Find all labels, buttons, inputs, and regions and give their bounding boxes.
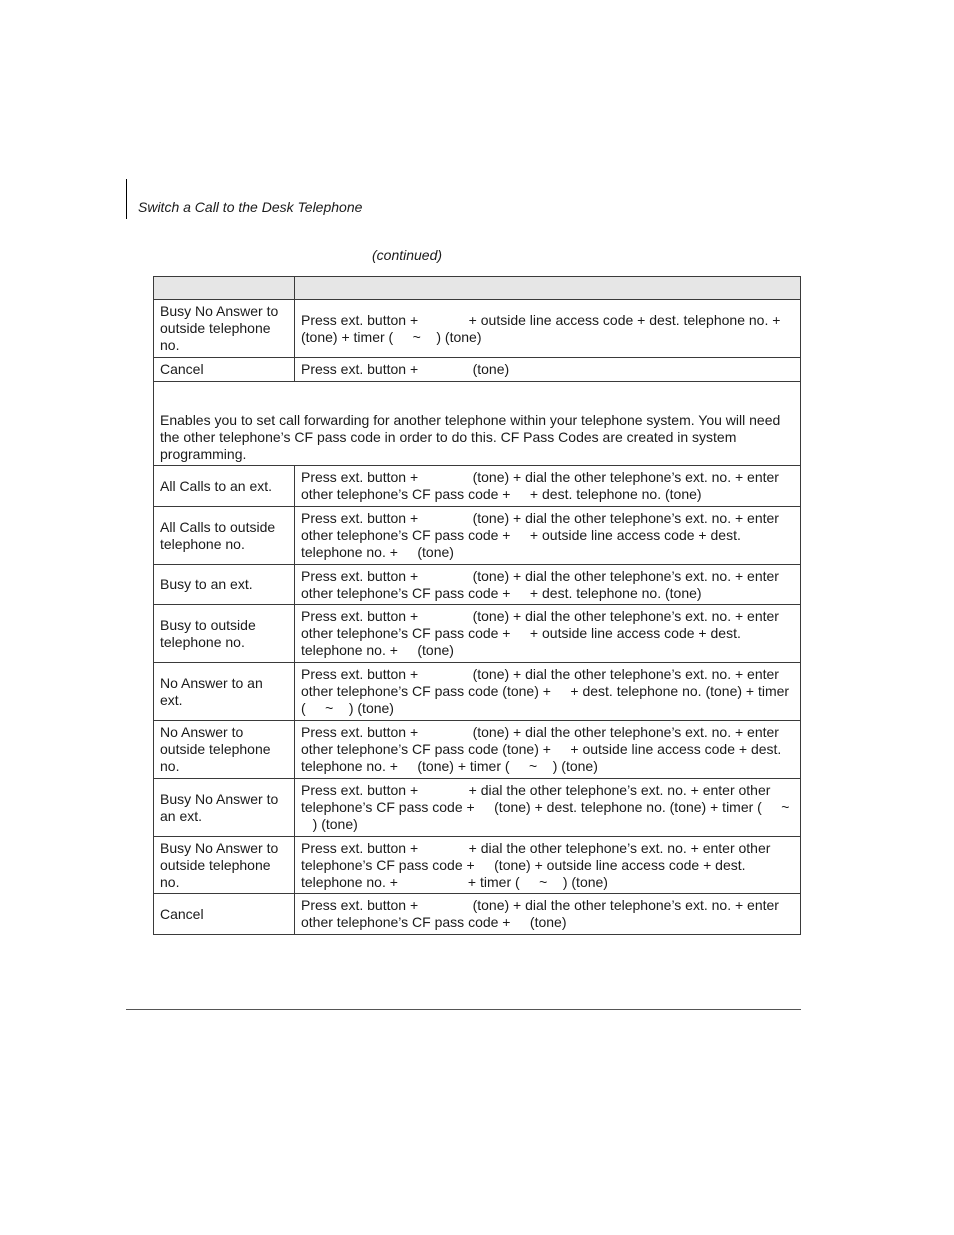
feature-cell: Busy No Answer to outside telephone no.	[154, 837, 295, 894]
operation-cell: Press ext. button + (tone)	[295, 358, 801, 382]
footer-rule	[126, 1009, 801, 1010]
operation-cell: Press ext. button + (tone) + dial the other telephone’s ext. no. + enter other telephone’s CF pass code + (tone)	[295, 894, 801, 935]
operation-cell: Press ext. button + (tone) + dial the other telephone’s ext. no. + enter other telephone’s CF pass code + + dest. telephone no. (tone)	[295, 565, 801, 605]
feature-cell: All Calls to outside telephone no.	[154, 507, 295, 565]
table-row	[154, 837, 801, 894]
page-header-title: Switch a Call to the Desk Telephone	[138, 199, 363, 215]
section-description: Enables you to set call forwarding for another telephone within your telephone system. You will need the other telephone’s CF pass code in order to do this. CF Pass Codes are created in system programming.	[154, 382, 801, 466]
feature-cell: Cancel	[154, 894, 295, 935]
operation-cell: Press ext. button + + outside line access code + dest. telephone no. + (tone) + timer ( ~ ) (tone)	[295, 300, 801, 358]
table-row	[154, 300, 801, 358]
table-row	[154, 894, 801, 935]
table-row	[154, 779, 801, 837]
feature-cell: Busy No Answer to an ext.	[154, 779, 295, 837]
margin-rule	[126, 179, 127, 219]
operation-cell: Press ext. button + (tone) + dial the other telephone’s ext. no. + enter other telephone’s CF pass code + + outside line access code + dest. telephone no. + (tone)	[295, 605, 801, 663]
table-row	[154, 565, 801, 605]
table-row	[154, 605, 801, 663]
operation-cell: Press ext. button + (tone) + dial the other telephone’s ext. no. + enter other telephone’s CF pass code (tone) + + outside line access code + dest. telephone no. + (tone) + timer ( ~ ) (tone)	[295, 721, 801, 779]
operation-cell: Press ext. button + (tone) + dial the other telephone’s ext. no. + enter other telephone’s CF pass code + + dest. telephone no. (tone)	[295, 466, 801, 507]
table-row	[154, 507, 801, 565]
header-cell-feature	[154, 277, 295, 300]
operation-cell: Press ext. button + (tone) + dial the other telephone’s ext. no. + enter other telephone’s CF pass code + + outside line access code + dest. telephone no. + (tone)	[295, 507, 801, 565]
table-row	[154, 466, 801, 507]
operation-cell: Press ext. button + + dial the other telephone’s ext. no. + enter other telephone’s CF pass code + (tone) + outside line access code + dest. telephone no. + + timer ( ~ ) (tone)	[295, 837, 801, 894]
feature-cell: No Answer to outside telephone no.	[154, 721, 295, 779]
header-cell-operation	[295, 277, 801, 300]
feature-cell: Busy to an ext.	[154, 565, 295, 605]
table-row	[154, 721, 801, 779]
operation-cell: Press ext. button + + dial the other telephone’s ext. no. + enter other telephone’s CF pass code + (tone) + dest. telephone no. (tone) + timer ( ~ ) (tone)	[295, 779, 801, 837]
feature-cell: No Answer to an ext.	[154, 663, 295, 721]
table-row	[154, 663, 801, 721]
call-forwarding-table	[153, 276, 801, 935]
section-band-row	[154, 382, 801, 466]
feature-cell: Busy No Answer to outside telephone no.	[154, 300, 295, 358]
feature-cell: All Calls to an ext.	[154, 466, 295, 507]
operation-cell: Press ext. button + (tone) + dial the other telephone’s ext. no. + enter other telephone’s CF pass code (tone) + + dest. telephone no. (tone) + timer ( ~ ) (tone)	[295, 663, 801, 721]
feature-cell: Cancel	[154, 358, 295, 382]
continued-label: (continued)	[372, 247, 443, 263]
table-row	[154, 358, 801, 382]
feature-cell: Busy to outside telephone no.	[154, 605, 295, 663]
table-header-row	[154, 277, 801, 300]
